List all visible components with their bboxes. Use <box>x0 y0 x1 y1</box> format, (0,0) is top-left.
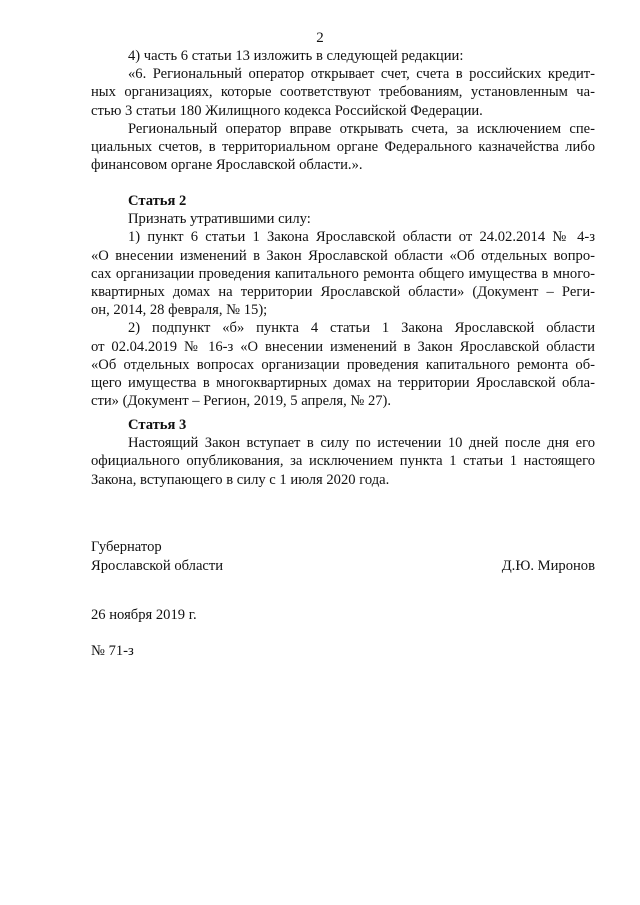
article-3-heading: Статья 3 <box>128 417 187 433</box>
article-2-line: 1) пункт 6 статьи 1 Закона Ярославской области от 24.02.2014 № 4-з <box>128 229 595 246</box>
amendment-line: 4) часть 6 статьи 13 изложить в следующей редакции: <box>128 48 464 64</box>
amendment-line: циальных счетов, в территориальном органе Федерального казначейства либо <box>91 139 595 156</box>
article-2-line: «О внесении изменений в Закон Ярославской области «Об отдельных вопро- <box>91 247 595 264</box>
article-2-line: от 02.04.2019 № 16-з «О внесении изменений в Закон Ярославской области <box>91 338 595 355</box>
article-3-line: официального опубликования, за исключением пункта 1 статьи 1 настоящего <box>91 453 595 470</box>
amendment-line: стью 3 статьи 180 Жилищного кодекса Российской Федерации. <box>91 102 483 119</box>
article-3-line: Закона, вступающего в силу с 1 июля 2020 года. <box>91 471 390 488</box>
article-2 <box>91 192 595 410</box>
article-2-line: сах организации проведения капитального ремонта общего имущества в много- <box>91 265 595 282</box>
article-2-line: 2) подпункт «б» пункта 4 статьи 1 Закона Ярославской области <box>128 320 595 337</box>
amendment-line: финансовом органе Ярославской области.». <box>91 157 363 174</box>
article-3 <box>91 416 595 489</box>
amendment-block <box>91 47 595 174</box>
article-2-line: он, 2014, 28 февраля, № 15); <box>91 302 268 319</box>
signature-title-line: Губернатор <box>91 539 162 555</box>
article-2-line: Признать утратившими силу: <box>128 211 311 228</box>
article-3-line: Настоящий Закон вступает в силу по истечении 10 дней после дня его <box>128 435 595 452</box>
article-2-line: щего имущества в многоквартирных домах на территории Ярославской обла- <box>91 375 595 392</box>
article-2-line: «Об отдельных вопросах организации проведения капитального ремонта об- <box>91 356 595 373</box>
signature-title <box>91 538 223 576</box>
amendment-line: ных организациях, которые соответствуют требованиям, установленным ча- <box>91 84 595 101</box>
amendment-line: Региональный оператор вправе открывать счета, за исключением спе- <box>128 120 595 137</box>
signature-name: Д.Ю. Миронов <box>501 558 595 574</box>
article-2-line: квартирных домах на территории Ярославской области» (Документ – Реги- <box>91 284 595 301</box>
article-2-heading: Статья 2 <box>128 193 187 209</box>
amendment-line: «6. Региональный оператор открывает счет, счета в российских кредит- <box>128 66 595 83</box>
article-2-line: сти» (Документ – Регион, 2019, 5 апреля, № 27). <box>91 393 392 410</box>
law-date: 26 ноября 2019 г. <box>91 607 197 623</box>
page-number: 2 <box>316 30 324 46</box>
law-number: № 71-з <box>91 643 134 659</box>
signature-title-line: Ярославской области <box>91 558 224 574</box>
